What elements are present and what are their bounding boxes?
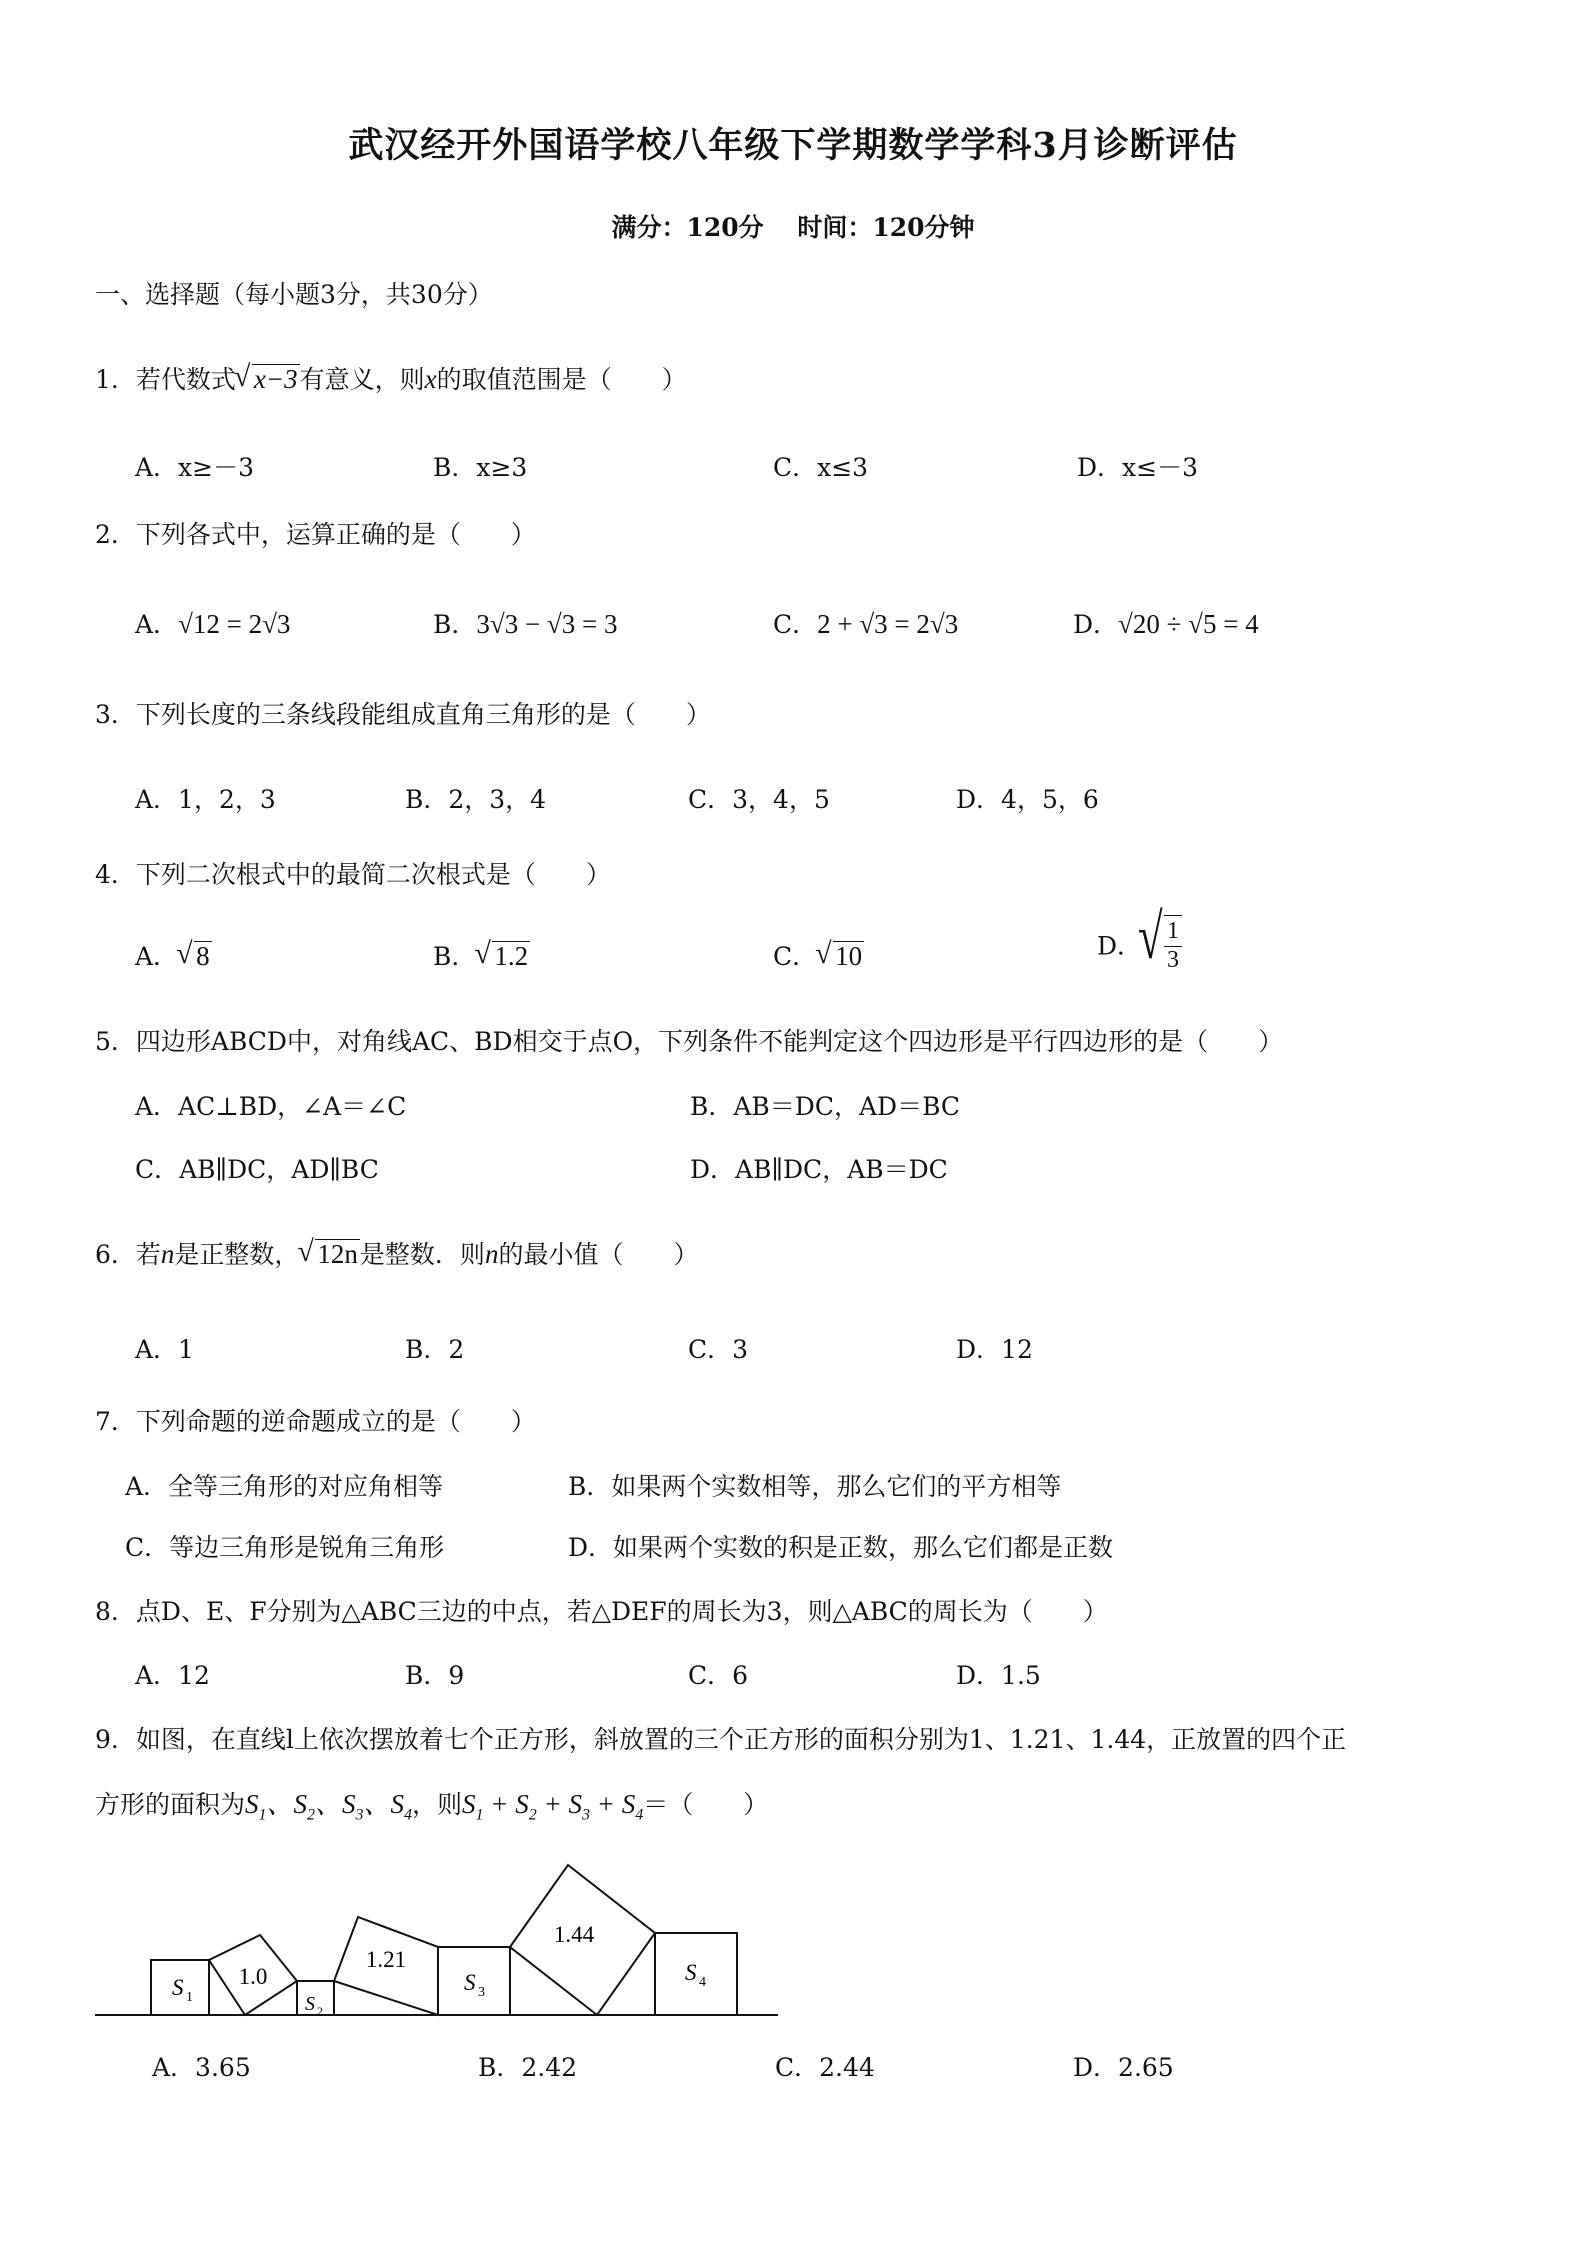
q1-option-b[interactable]: B．x≥3 xyxy=(433,453,528,482)
q9-line2-end: ＝（ ） xyxy=(643,1790,769,1819)
q6-radical xyxy=(299,1239,360,1270)
q4-option-b[interactable] xyxy=(433,937,530,973)
q4-option-c[interactable] xyxy=(773,937,864,973)
question-6 xyxy=(95,1235,698,1271)
upright-sub-4: 4 xyxy=(699,1975,706,1990)
q2-option-b-label: B． xyxy=(433,610,477,639)
q9-option-b[interactable]: B．2.42 xyxy=(478,2053,578,2082)
q7-option-d[interactable]: D．如果两个实数的积是正数，那么它们都是正数 xyxy=(568,1533,1114,1562)
q1-radicand: x−3 xyxy=(253,364,298,394)
q1-option-a[interactable]: A．x≥－3 xyxy=(135,453,255,482)
exam-meta: 满分：120分 时间：120分钟 xyxy=(611,213,975,242)
q2-option-b[interactable] xyxy=(433,605,617,641)
q3-option-c[interactable]: C．3，4，5 xyxy=(688,785,830,814)
q7-option-c[interactable]: C．等边三角形是锐角三角形 xyxy=(125,1533,445,1562)
q4-option-b-radical xyxy=(476,941,530,972)
q6-radicand: 12n xyxy=(317,1239,358,1269)
q4-option-b-label: B． xyxy=(433,942,477,971)
q2-option-d[interactable] xyxy=(1073,605,1259,641)
tilted-label-3: 1.44 xyxy=(553,1922,595,1947)
q5-option-d[interactable]: D．AB∥DC，AB＝DC xyxy=(690,1155,948,1184)
q2-option-c-expr: 2 + √3 = 2√3 xyxy=(817,609,959,639)
q5-option-a[interactable]: A．AC⊥BD，∠A＝∠C xyxy=(135,1092,407,1121)
q6-stem-pre: 6．若 xyxy=(95,1240,161,1269)
q4-option-b-radicand: 1.2 xyxy=(494,941,529,971)
q1-stem-post: 有意义，则 xyxy=(299,365,425,394)
q6-option-b[interactable]: B．2 xyxy=(405,1335,465,1364)
q4-option-d[interactable] xyxy=(1097,915,1182,974)
q6-option-c[interactable]: C．3 xyxy=(688,1335,749,1364)
question-9-line-1: 9．如图，在直线l上依次摆放着七个正方形，斜放置的三个正方形的面积分别为1、1.21、1.44，正放置的四个正 xyxy=(95,1725,1347,1754)
question-5: 5．四边形ABCD中，对角线AC、BD相交于点O，下列条件不能判定这个四边形是平行四边形的是（ ） xyxy=(95,1027,1284,1056)
q2-option-c[interactable] xyxy=(773,605,958,641)
q1-stem-end: 的取值范围是（ ） xyxy=(436,365,687,394)
q2-option-b-expr: 3√3 − √3 = 3 xyxy=(476,609,618,639)
q1-option-d[interactable]: D．x≤－3 xyxy=(1077,453,1198,482)
q7-option-b[interactable]: B．如果两个实数相等，那么它们的平方相等 xyxy=(568,1472,1062,1501)
q6-var: n xyxy=(160,1239,175,1269)
q4-option-d-radical xyxy=(1142,915,1182,974)
q2-option-a-expr: √12 = 2√3 xyxy=(178,609,291,639)
q9-line2-pre: 方形的面积为 xyxy=(95,1790,246,1819)
q1-stem-pre: 1．若代数式 xyxy=(95,365,236,394)
q6-var-2: n xyxy=(484,1239,499,1269)
upright-sub-2: 2 xyxy=(317,2004,323,2018)
q8-option-b[interactable]: B．9 xyxy=(405,1661,465,1690)
q3-option-a[interactable]: A．1，2，3 xyxy=(135,785,276,814)
upright-sub-3: 3 xyxy=(478,1985,485,2000)
question-4: 4．下列二次根式中的最简二次根式是（ ） xyxy=(95,860,611,889)
question-7: 7．下列命题的逆命题成立的是（ ） xyxy=(95,1407,536,1436)
q8-option-a[interactable]: A．12 xyxy=(135,1661,210,1690)
q1-radical xyxy=(236,364,300,395)
q2-option-a-label: A． xyxy=(135,610,179,639)
q2-option-c-label: C． xyxy=(773,610,818,639)
q4-option-a-radicand: 8 xyxy=(196,941,210,971)
upright-label-s2: S xyxy=(305,1993,315,2015)
q4-frac-numerator: √ 1 xyxy=(1164,918,1182,947)
q1-var: x xyxy=(424,364,437,394)
q9-s-sum: $S_1 + S_2 + S_3 + S_4$ xyxy=(462,1789,644,1824)
q4-option-d-fraction xyxy=(1164,915,1182,974)
question-8: 8．点D、E、F分别为△ABC三边的中点，若△DEF的周长为3，则△ABC的周长为（ ） xyxy=(95,1597,1108,1626)
q8-option-d[interactable]: D．1.5 xyxy=(956,1661,1041,1690)
upright-label-s4: S xyxy=(685,1960,697,1985)
upright-sub-1: 1 xyxy=(186,1990,193,2005)
q4-option-a-label: A． xyxy=(135,942,179,971)
q4-option-d-label: D． xyxy=(1097,931,1143,961)
q1-option-c[interactable]: C．x≤3 xyxy=(773,453,869,482)
upright-label-s3: S xyxy=(464,1970,476,1995)
q6-option-d[interactable]: D．12 xyxy=(956,1335,1033,1364)
q7-option-a[interactable]: A．全等三角形的对应角相等 xyxy=(125,1472,444,1501)
q3-option-b[interactable]: B．2，3，4 xyxy=(405,785,547,814)
q3-option-d[interactable]: D．4，5，6 xyxy=(956,785,1099,814)
q5-option-c[interactable]: C．AB∥DC，AD∥BC xyxy=(135,1155,379,1184)
q4-option-c-radicand: 10 xyxy=(835,941,863,971)
q9-line2-mid: ，则 xyxy=(412,1790,463,1819)
squares-figure xyxy=(0,1850,800,2030)
q9-option-d[interactable]: D．2.65 xyxy=(1073,2053,1174,2082)
q6-stem-post: 是整数．则 xyxy=(359,1240,485,1269)
tilted-label-1: 1.0 xyxy=(238,1964,268,1989)
q4-option-c-radical xyxy=(817,941,864,972)
q2-option-a[interactable] xyxy=(135,605,290,641)
q9-option-c[interactable]: C．2.44 xyxy=(775,2053,875,2082)
upright-label-s1: S xyxy=(172,1975,184,2000)
q2-option-d-label: D． xyxy=(1073,610,1119,639)
q6-stem-end: 的最小值（ ） xyxy=(498,1240,699,1269)
page-title: 武汉经开外国语学校八年级下学期数学学科3月诊断评估 xyxy=(348,125,1238,166)
section-heading: 一、选择题（每小题3分，共30分） xyxy=(95,280,493,309)
q4-option-a[interactable] xyxy=(135,937,212,973)
question-2: 2．下列各式中，运算正确的是（ ） xyxy=(95,520,536,549)
q4-frac-denominator: 3 xyxy=(1167,946,1180,973)
question-1 xyxy=(95,360,687,396)
q2-option-d-expr: √20 ÷ √5 = 4 xyxy=(1118,609,1259,639)
q5-option-b[interactable]: B．AB＝DC，AD＝BC xyxy=(690,1092,961,1121)
tilted-label-2: 1.21 xyxy=(365,1947,407,1972)
question-3: 3．下列长度的三条线段能组成直角三角形的是（ ） xyxy=(95,700,711,729)
q4-option-c-label: C． xyxy=(773,942,818,971)
q9-s-list: $S_1$、$S_2$、$S_3$、$S_4$ xyxy=(245,1789,413,1824)
square-s2 xyxy=(297,1981,334,2015)
q9-option-a[interactable]: A．3.65 xyxy=(152,2053,251,2082)
q8-option-c[interactable]: C．6 xyxy=(688,1661,749,1690)
question-9-line-2 xyxy=(95,1782,768,1824)
q6-stem-mid: 是正整数， xyxy=(174,1240,300,1269)
q4-option-a-radical xyxy=(178,941,212,972)
q6-option-a[interactable]: A．1 xyxy=(135,1335,194,1364)
